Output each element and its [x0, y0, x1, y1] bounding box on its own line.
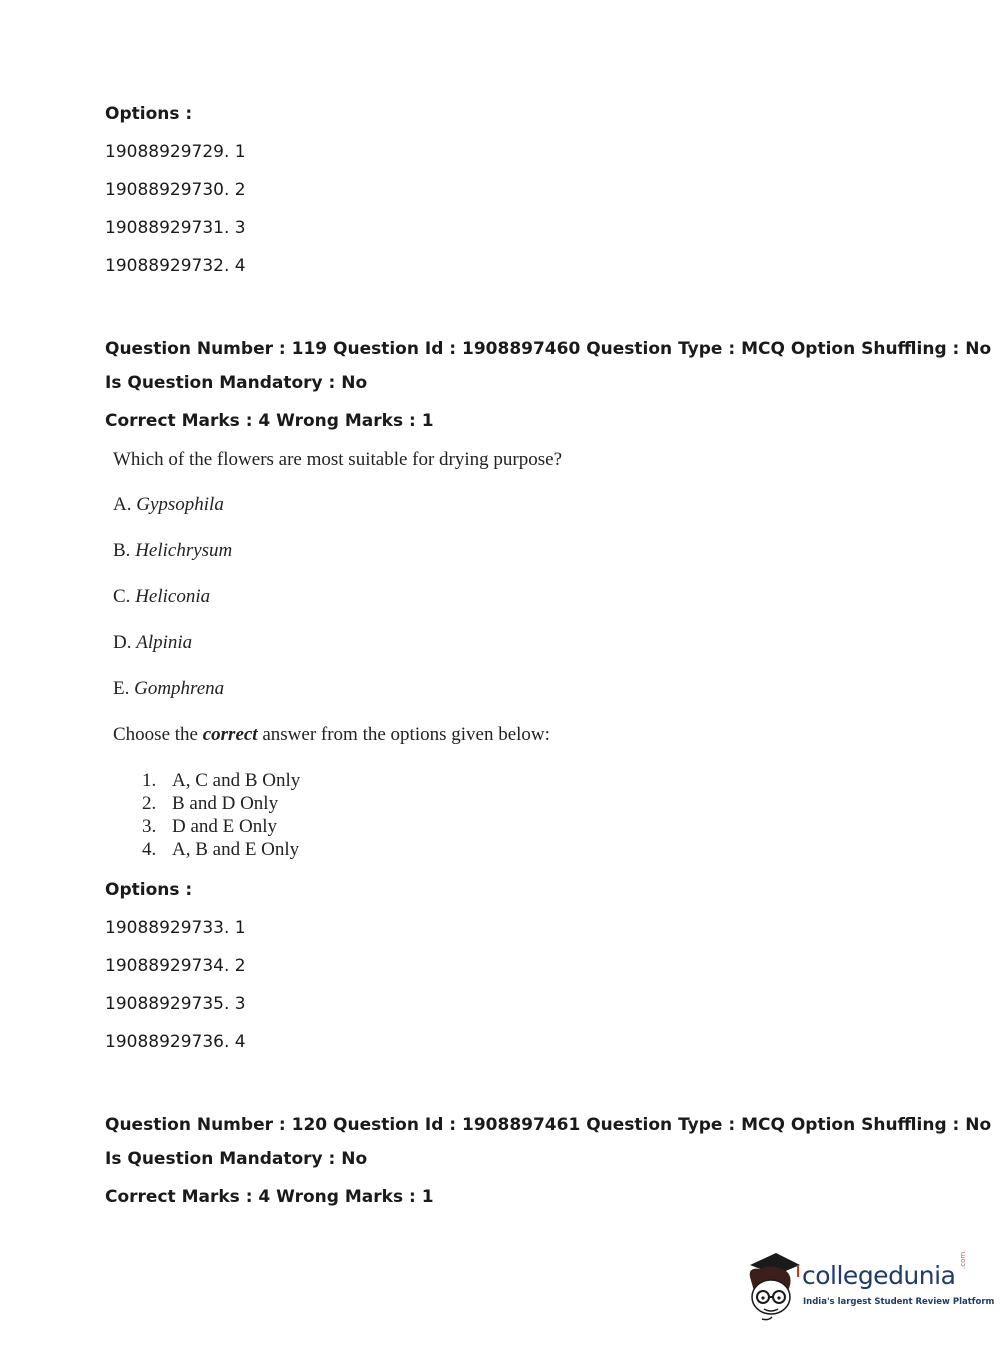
logo-tagline: India's largest Student Review Platform — [803, 1297, 995, 1307]
question-header: Question Number : 120 Question Id : 1908897461 Question Type : MCQ Option Shuffling : No — [105, 1115, 992, 1135]
option-item: 19088929734. 2 — [105, 956, 246, 976]
answer-choice: 2. B and D Only — [142, 793, 279, 814]
question-stem: Which of the flowers are most suitable for drying purpose? — [113, 449, 563, 470]
answer-choice: 1. A, C and B Only — [142, 770, 301, 791]
question-marks: Correct Marks : 4 Wrong Marks : 1 — [105, 411, 434, 431]
collegedunia-logo — [742, 1247, 995, 1327]
statement-e: E. Gomphrena — [113, 678, 225, 699]
answer-choices-list — [142, 769, 300, 861]
answer-choice: 3. D and E Only — [142, 816, 278, 837]
logo-domain-suffix: .com — [959, 1251, 967, 1269]
options-label: Options : — [105, 104, 193, 124]
choose-instruction: Choose the correct answer from the options given below: — [113, 724, 550, 745]
question-header: Question Number : 119 Question Id : 1908897460 Question Type : MCQ Option Shuffling : No — [105, 339, 992, 359]
option-item: 19088929733. 1 — [105, 918, 246, 938]
mascot-icon — [742, 1247, 802, 1322]
statement-d: D. Alpinia — [113, 632, 193, 653]
question-mandatory: Is Question Mandatory : No — [105, 1149, 368, 1169]
statement-a: A. Gypsophila — [113, 494, 224, 515]
answer-choice: 4. A, B and E Only — [142, 839, 300, 860]
statement-b: B. Helichrysum — [113, 540, 233, 561]
option-item: 19088929731. 3 — [105, 218, 246, 238]
question-marks: Correct Marks : 4 Wrong Marks : 1 — [105, 1187, 434, 1207]
question-mandatory: Is Question Mandatory : No — [105, 373, 368, 393]
option-item: 19088929736. 4 — [105, 1032, 246, 1052]
option-item: 19088929735. 3 — [105, 994, 246, 1014]
statement-c: C. Heliconia — [113, 586, 211, 607]
option-item: 19088929732. 4 — [105, 256, 246, 276]
options-label: Options : — [105, 880, 193, 900]
logo-wordmark: collegedunia — [802, 1261, 956, 1290]
option-item: 19088929729. 1 — [105, 142, 246, 162]
option-item: 19088929730. 2 — [105, 180, 246, 200]
